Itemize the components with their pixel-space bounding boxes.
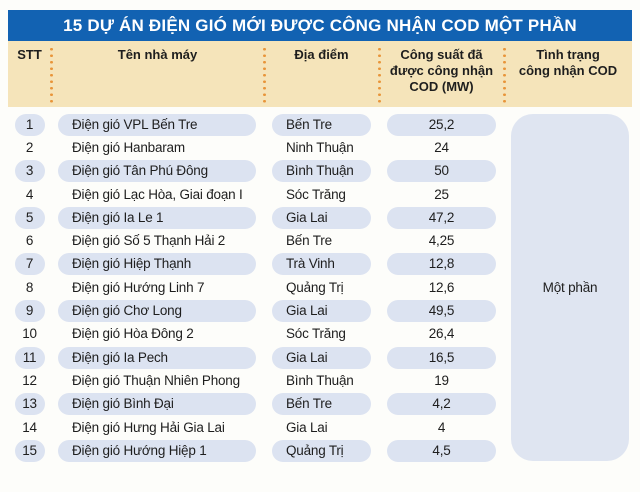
table-header (8, 41, 632, 107)
plant-name: Điện gió Hưng Hải Gia Lai (72, 419, 225, 435)
location: Gia Lai (272, 300, 371, 322)
capacity-mw: 49,5 (387, 300, 496, 322)
capacity-mw: 4,2 (387, 393, 496, 415)
row-number: 15 (15, 440, 45, 462)
plant-name: Điện gió Lạc Hòa, Giai đoạn I (72, 186, 243, 202)
capacity-mw: 12,6 (428, 279, 455, 295)
plant-name: Điện gió VPL Bến Tre (58, 114, 256, 136)
capacity-mw: 16,5 (387, 347, 496, 369)
capacity-mw: 24 (434, 139, 449, 155)
capacity-mw: 4 (437, 419, 446, 435)
capacity-mw: 50 (387, 160, 496, 182)
header-line: được công nhận (389, 62, 494, 78)
plant-name: Điện gió Hướng Linh 7 (72, 279, 205, 295)
location: Trà Vinh (272, 253, 371, 275)
header-line: Tình trạng (536, 47, 600, 62)
column-header-location (264, 47, 379, 107)
plant-name: Điện gió Ia Pech (58, 347, 256, 369)
location: Ninh Thuận (286, 139, 354, 155)
location: Bến Tre (272, 393, 371, 415)
location: Bến Tre (286, 233, 332, 249)
header-line: COD (MW) (409, 78, 474, 94)
row-number: 11 (15, 347, 45, 369)
header-line: công nhận COD (518, 62, 618, 78)
capacity-mw: 26,4 (428, 326, 455, 342)
plant-name: Điện gió Hướng Hiệp 1 (58, 440, 256, 462)
column-header-capacity (379, 47, 504, 107)
row-number: 8 (25, 279, 34, 295)
capacity-mw: 19 (434, 372, 449, 388)
plant-name: Điện gió Hanbaram (72, 139, 185, 155)
column-header-plant-name (51, 47, 264, 107)
row-number: 7 (15, 253, 45, 275)
status-value: Một phần (542, 280, 598, 295)
dotted-separator (50, 46, 53, 103)
plant-name: Điện gió Bình Đại (58, 393, 256, 415)
row-number: 4 (25, 186, 34, 202)
row-number: 3 (15, 160, 45, 182)
header-line: Địa điểm (294, 47, 349, 62)
header-line: STT (17, 47, 42, 62)
location: Sóc Trăng (286, 326, 346, 342)
row-number: 1 (15, 114, 45, 136)
location: Quảng Trị (272, 440, 371, 462)
column-header-status (504, 47, 632, 107)
capacity-mw: 4,5 (387, 440, 496, 462)
capacity-mw: 4,25 (428, 233, 455, 249)
row-number: 9 (15, 300, 45, 322)
plant-name: Điện gió Chơ Long (58, 300, 256, 322)
location: Gia Lai (272, 207, 371, 229)
table-body (8, 113, 632, 463)
row-number: 14 (22, 419, 37, 435)
capacity-mw: 25,2 (387, 114, 496, 136)
location: Bến Tre (272, 114, 371, 136)
column-header-stt (8, 47, 51, 107)
plant-name: Điện gió Tân Phú Đông (58, 160, 256, 182)
title-bar (8, 10, 632, 41)
header-line: Tên nhà máy (117, 47, 198, 62)
header-line: Công suất đã (400, 47, 483, 62)
row-number: 6 (25, 233, 34, 249)
row-number: 10 (22, 326, 37, 342)
capacity-mw: 25 (434, 186, 449, 202)
location: Gia Lai (286, 419, 328, 435)
status-merged-cell (511, 114, 629, 461)
dotted-separator (263, 46, 266, 103)
dotted-separator (503, 46, 506, 103)
capacity-mw: 47,2 (387, 207, 496, 229)
plant-name: Điện gió Số 5 Thạnh Hải 2 (72, 233, 226, 249)
row-number: 2 (25, 139, 34, 155)
dotted-separator (378, 46, 381, 103)
location: Bình Thuận (272, 160, 371, 182)
location: Bình Thuận (286, 372, 354, 388)
plant-name: Điện gió Thuận Nhiên Phong (72, 372, 240, 388)
plant-name: Điện gió Hòa Đông 2 (72, 326, 194, 342)
row-number: 13 (15, 393, 45, 415)
plant-name: Điện gió Ia Le 1 (58, 207, 256, 229)
row-number: 5 (15, 207, 45, 229)
plant-name: Điện gió Hiệp Thạnh (58, 253, 256, 275)
page-title: 15 DỰ ÁN ĐIỆN GIÓ MỚI ĐƯỢC CÔNG NHẬN COD MỘT PHẦN (63, 15, 577, 35)
location: Sóc Trăng (286, 186, 346, 202)
location: Gia Lai (272, 347, 371, 369)
row-number: 12 (22, 372, 37, 388)
capacity-mw: 12,8 (387, 253, 496, 275)
location: Quảng Trị (286, 279, 344, 295)
